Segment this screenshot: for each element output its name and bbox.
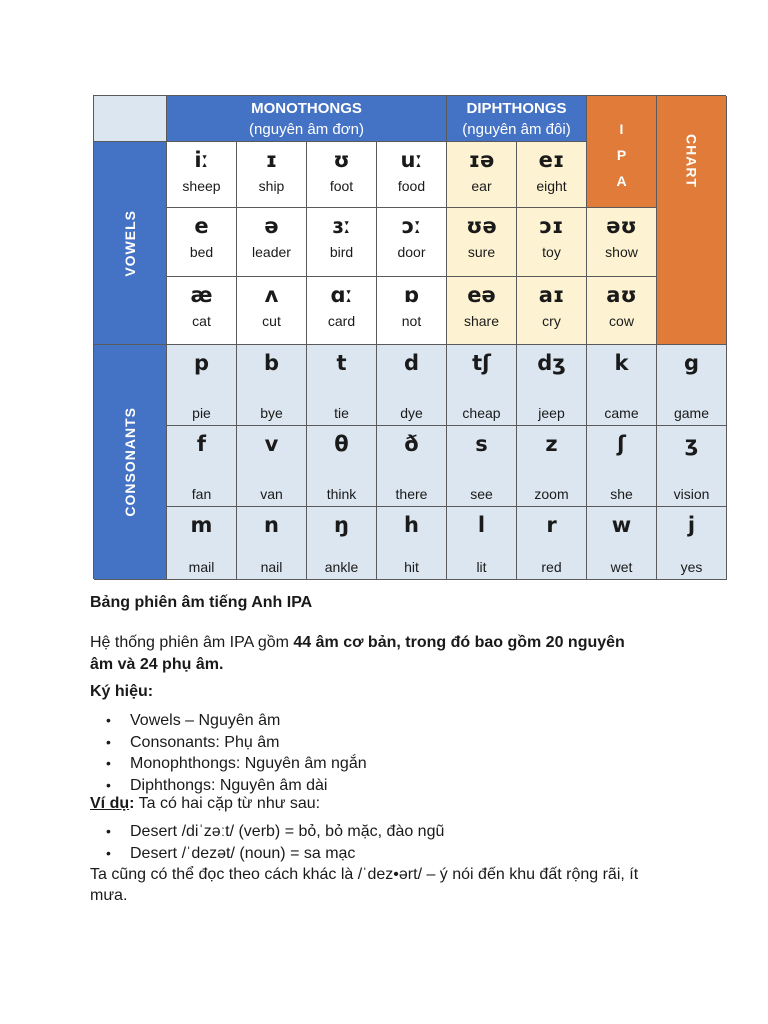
consonant-cell [307, 507, 377, 580]
example-word: share [463, 313, 500, 329]
example-word: card [327, 313, 356, 329]
example-word: cat [192, 313, 211, 329]
intro-text: Hệ thống phiên âm IPA gồm [90, 634, 294, 651]
vowel-cell [377, 208, 447, 277]
ipa-symbol: ɒ [403, 283, 420, 307]
ipa-symbol: ɑː [330, 283, 353, 307]
example-word: tie [334, 405, 349, 421]
diphthongs-subtitle: (nguyên âm đôi) [462, 120, 571, 138]
ipa-symbol: ʊ [333, 148, 350, 172]
ipa-symbol: ʃ [617, 432, 626, 456]
ipa-symbol: f [196, 432, 207, 456]
chart-banner [657, 96, 727, 345]
ipa-symbol: m [190, 513, 213, 537]
ipa-symbol: æ [190, 283, 213, 307]
vowels-label-text: VOWELS [122, 209, 138, 277]
list-item: • Desert /ˈdezət/ (noun) = sa mạc [112, 843, 444, 865]
closing-paragraph: Ta cũng có thể đọc theo cách khác là /ˈdez•ərt/ – ý nói đến khu đất rộng rãi, ít mưa. [90, 866, 639, 904]
example-word: think [326, 486, 357, 502]
ipa-symbol: z [545, 432, 558, 456]
legend-heading: Ký hiệu: [90, 683, 154, 700]
example-word: mail [188, 559, 215, 575]
consonant-cell [657, 345, 727, 426]
ipa-chart-table [93, 95, 726, 579]
ipa-symbol: h [404, 513, 419, 537]
example-word: see [470, 486, 493, 502]
vowel-cell [517, 142, 587, 208]
vowel-cell [447, 142, 517, 208]
ipa-symbol: e [194, 214, 209, 238]
example-word: show [605, 244, 638, 260]
ipa-symbol: eə [467, 283, 496, 307]
ipa-symbol: uː [400, 148, 423, 172]
consonant-cell [657, 426, 727, 507]
table-caption: Bảng phiên âm tiếng Anh IPA [90, 594, 313, 611]
vowel-cell [237, 208, 307, 277]
example-word: lit [476, 559, 487, 575]
example-word: bed [189, 244, 214, 260]
consonant-cell [307, 345, 377, 426]
ipa-symbol: ŋ [334, 513, 349, 537]
example-word: zoom [534, 486, 569, 502]
ipa-symbol: əʊ [606, 214, 637, 238]
monothongs-header [167, 96, 447, 142]
chart-label: CHART [683, 134, 700, 188]
ipa-symbol: iː [194, 148, 209, 172]
ipa-symbol: eɪ [538, 148, 565, 172]
vowel-cell [447, 277, 517, 345]
vowel-cell [587, 208, 657, 277]
example-word: sure [467, 244, 496, 260]
diphthongs-title: DIPHTHONGS [466, 99, 567, 117]
legend-list [112, 710, 367, 796]
ipa-symbol: ð [404, 432, 419, 456]
table-corner [94, 96, 167, 142]
diphthongs-header [447, 96, 587, 142]
example-word: hit [404, 559, 419, 575]
ipa-symbol: θ [334, 432, 349, 456]
ipa-symbol: ɪə [468, 148, 495, 172]
list-item: • Vowels – Nguyên âm [112, 710, 367, 732]
consonant-cell [587, 345, 657, 426]
vowel-cell [377, 142, 447, 208]
example-word: dye [400, 405, 423, 421]
ipa-symbol: s [475, 432, 488, 456]
consonants-side-label [94, 345, 167, 580]
example-word: food [397, 178, 426, 194]
consonant-cell [237, 345, 307, 426]
consonant-cell [517, 426, 587, 507]
ipa-letter: P [616, 147, 627, 163]
example-word: foot [329, 178, 354, 194]
example-word: nail [260, 559, 283, 575]
consonant-cell [167, 507, 237, 580]
intro-bold-text: 44 âm cơ bản, trong đó bao gồm 20 nguyên âm và 24 phụ âm. [90, 634, 625, 673]
vowel-cell [307, 142, 377, 208]
example-word: not [401, 313, 422, 329]
example-word: came [604, 405, 639, 421]
consonant-cell [377, 507, 447, 580]
ipa-symbol: k [614, 351, 629, 375]
ipa-symbol: ə [264, 214, 279, 238]
list-item: • Desert /diˈzəːt/ (verb) = bỏ, bỏ mặc, đào ngũ [112, 821, 444, 843]
ipa-letter: A [616, 173, 627, 189]
example-text: Ta có hai cặp từ như sau: [134, 795, 321, 812]
ipa-symbol: w [611, 513, 632, 537]
consonant-cell [167, 426, 237, 507]
ipa-symbol: ɔɪ [539, 214, 564, 238]
example-word: ship [258, 178, 285, 194]
ipa-symbol: ɔː [401, 214, 422, 238]
example-word: eight [536, 178, 567, 194]
consonant-cell [447, 426, 517, 507]
example-label: Ví dụ [90, 795, 130, 812]
consonant-cell [307, 426, 377, 507]
ipa-symbol: j [687, 513, 696, 537]
example-word: cow [609, 313, 634, 329]
ipa-symbol: v [264, 432, 279, 456]
vowel-cell [167, 142, 237, 208]
example-line [90, 795, 320, 813]
list-item: • Monophthongs: Nguyên âm ngắn [112, 753, 367, 775]
example-word: ear [471, 178, 492, 194]
example-word: red [541, 559, 562, 575]
ipa-symbol: g [683, 351, 700, 375]
consonant-cell [447, 345, 517, 426]
ipa-banner [587, 96, 657, 208]
vowel-cell [517, 208, 587, 277]
example-word: bye [260, 405, 283, 421]
ipa-symbol: aʊ [606, 283, 637, 307]
example-word: ankle [324, 559, 359, 575]
list-item: • Consonants: Phụ âm [112, 732, 367, 754]
ipa-symbol: ʌ [264, 283, 279, 307]
vowels-side-label [94, 142, 167, 345]
example-word: there [395, 486, 428, 502]
vowel-cell [377, 277, 447, 345]
example-word: cheap [462, 405, 501, 421]
ipa-symbol: b [263, 351, 280, 375]
monothongs-title: MONOTHONGS [251, 99, 362, 117]
example-word: she [610, 486, 633, 502]
example-word: game [673, 405, 710, 421]
vowel-cell [237, 277, 307, 345]
ipa-symbol: ʒ [684, 432, 699, 456]
ipa-symbol: dʒ [537, 351, 566, 375]
ipa-letter: I [619, 121, 624, 137]
vowel-cell [237, 142, 307, 208]
consonant-cell [377, 345, 447, 426]
ipa-symbol: ʊə [466, 214, 497, 238]
consonant-cell [587, 507, 657, 580]
vowel-cell [167, 277, 237, 345]
example-word: yes [680, 559, 703, 575]
monothongs-subtitle: (nguyên âm đơn) [249, 120, 364, 138]
consonant-cell [517, 345, 587, 426]
vowel-cell [587, 277, 657, 345]
example-word: fan [191, 486, 212, 502]
ipa-symbol: n [264, 513, 279, 537]
example-word: toy [542, 244, 561, 260]
example-word: cry [542, 313, 561, 329]
example-word: sheep [182, 178, 221, 194]
example-word: jeep [538, 405, 565, 421]
consonant-cell [237, 426, 307, 507]
consonant-cell [167, 345, 237, 426]
consonant-cell [517, 507, 587, 580]
example-word: leader [252, 244, 291, 260]
example-word: van [260, 486, 283, 502]
ipa-symbol: tʃ [472, 351, 491, 375]
ipa-symbol: aɪ [538, 283, 565, 307]
example-word: cut [262, 313, 281, 329]
ipa-symbol: ɜː [332, 214, 351, 238]
ipa-symbol: p [193, 351, 210, 375]
intro-paragraph [90, 632, 650, 676]
consonant-cell [447, 507, 517, 580]
example-word: pie [192, 405, 211, 421]
vowel-cell [307, 208, 377, 277]
example-word: wet [610, 559, 633, 575]
consonant-cell [377, 426, 447, 507]
ipa-symbol: d [403, 351, 420, 375]
example-colon: : [129, 795, 135, 812]
vowel-cell [167, 208, 237, 277]
ipa-symbol: ɪ [265, 148, 278, 172]
example-word: vision [673, 486, 710, 502]
consonant-cell [587, 426, 657, 507]
ipa-symbol: l [477, 513, 486, 537]
list-item: • Diphthongs: Nguyên âm dài [112, 775, 367, 797]
consonants-label-text: CONSONANTS [122, 407, 138, 517]
vowel-cell [307, 277, 377, 345]
ipa-symbol: t [336, 351, 347, 375]
example-list [112, 821, 444, 864]
vowel-cell [447, 208, 517, 277]
vowel-cell [517, 277, 587, 345]
example-word: bird [329, 244, 354, 260]
example-word: door [397, 244, 426, 260]
consonant-cell [657, 507, 727, 580]
ipa-symbol: r [546, 513, 557, 537]
consonant-cell [237, 507, 307, 580]
